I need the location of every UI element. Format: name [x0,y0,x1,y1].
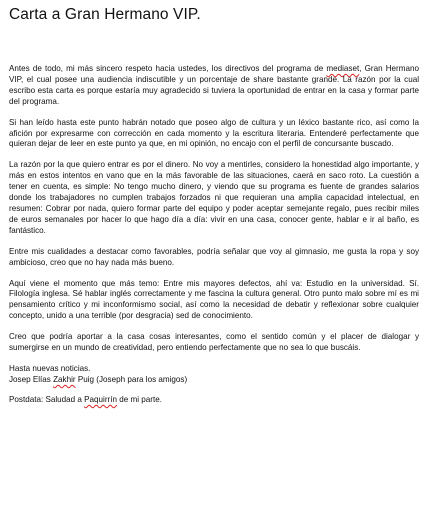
spacer [9,386,419,395]
paragraph-qualities: Entre mis cualidades a destacar como favorables, podría señalar que voy al gimnasio, me gusta la ropa y soy ambicioso, creo que no hay nada más bueno. [9,246,419,267]
misspelled-word-mediaset: mediaset [326,64,360,73]
letter-title: Carta a Gran Hermano VIP. [9,6,201,23]
postdata-start: Postdata: Saludad a [9,394,85,404]
paragraph-defects: Aquí viene el momento que más temo: Entre mis mayores defectos, ahí va: Estudio en la universidad. Sí. Filología inglesa. Sé hablar inglés correctamente y me fascina la cultura general. Otro punto malo sobre mí es mi pensamiento crítico y mi inconformismo social, así como la necesidad de debatir y reflexionar sobre cualquier concepto, unido a una terrible (por desgracia) sed de conocimiento. [9,278,419,321]
closing-line: Hasta nuevas noticias. [9,363,91,373]
postdata-line [9,395,419,406]
postdata-end: de mi parte. [117,394,162,404]
paragraph-contribution: Creo que podría aportar a la casa cosas interesantes, como el sentido común y el placer de dialogar y sumergirse en un mundo de creatividad, pero entiendo perfectamente que no sea lo que buscáis. [9,332,419,353]
paragraph-intro-end: , Gran Hermano VIP, el cual posee una audiencia indiscutible y un porcentaje de share bastante grande. La razón por la cual escribo esta carta es porque estaría muy agradecido si tuviera la oportunidad de entrar en la casa y formar parte del programa. [9,64,419,106]
paragraph-money: La razón por la que quiero entrar es por el dinero. No voy a mentirles, considero la honestidad algo importante, y más en estos intentos en vano que en la más favorable de las situaciones, caerá en saco roto. La cuestión a tener en cuenta, es simple: No tengo mucho dinero, y viendo que su programa es fuente de grandes salarios donde los trabajadores no cumplen trabajos forzados ni que requieran una amplia capacidad intelectual, en resumen: Cobrar por nada, quiero formar parte del equipo y poder aceptar semejante regalo, pues recibir miles de euros semanales por hacer lo que hago día a día: vivir en una casa, conocer gente, hablar e ir al baño, es fantástico. [9,160,419,235]
paragraph-intro [9,64,419,108]
signature-end: Puig (Joseph para los amigos) [75,374,188,384]
paragraph-culture: Si han leído hasta este punto habrán notado que poseo algo de cultura y un léxico bastante rico, así como la afición por expresarme con corrección en cada momento y la escritura literaria. Entenderé perfectamente que quieran dejar de leer en este punto ya que, en mi opinión, no encajo con el perfil de concursante buscado. [9,117,419,149]
signature-line [9,375,419,386]
misspelled-word-paquirrin: Paquirrín [84,394,117,404]
misspelled-word-zakhir: Zakhir [53,374,76,384]
signature-start: Josep Elías [9,374,54,384]
paragraph-intro-start: Antes de todo, mi más sincero respeto hacia ustedes, los directivos del programa de [9,64,327,73]
